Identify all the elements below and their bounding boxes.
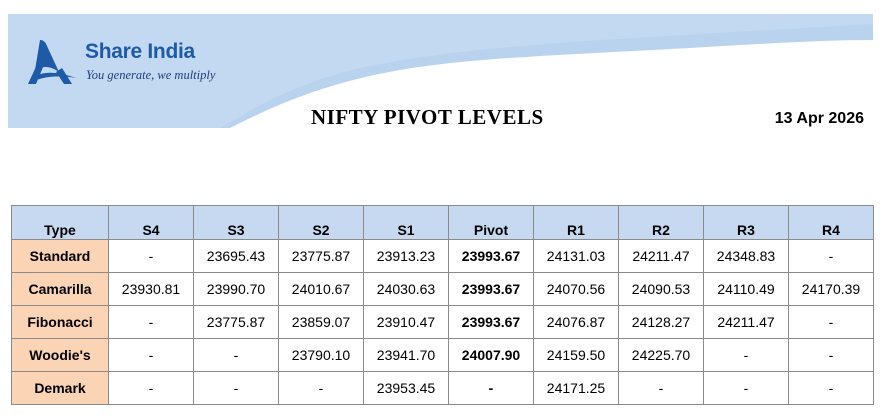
- table-row-demark: [12, 372, 874, 405]
- cell-r4: -: [789, 306, 874, 339]
- cell-pivot: 24007.90: [449, 339, 534, 372]
- cell-r4: 24170.39: [789, 273, 874, 306]
- cell-r4: -: [789, 339, 874, 372]
- cell-r3: 24110.49: [704, 273, 789, 306]
- column-header-r3: R3: [704, 206, 789, 240]
- table-row-camarilla: [12, 273, 874, 306]
- cell-s2: 23790.10: [279, 339, 364, 372]
- column-header-pivot: Pivot: [449, 206, 534, 240]
- cell-s3: 23775.87: [194, 306, 279, 339]
- cell-r1: 24076.87: [534, 306, 619, 339]
- cell-r1: 24070.56: [534, 273, 619, 306]
- cell-r3: -: [704, 339, 789, 372]
- column-header-s2: S2: [279, 206, 364, 240]
- cell-s2: 23859.07: [279, 306, 364, 339]
- cell-s4: -: [109, 339, 194, 372]
- pivot-levels-table: [11, 205, 874, 405]
- row-label-fibonacci: Fibonacci: [12, 306, 109, 339]
- row-label-standard: Standard: [12, 240, 109, 273]
- row-label-camarilla: Camarilla: [12, 273, 109, 306]
- column-header-r1: R1: [534, 206, 619, 240]
- cell-s3: -: [194, 339, 279, 372]
- table-header-row: [12, 206, 874, 240]
- cell-s3: -: [194, 372, 279, 405]
- cell-s1: 23941.70: [364, 339, 449, 372]
- cell-s4: -: [109, 306, 194, 339]
- cell-pivot: 23993.67: [449, 306, 534, 339]
- table-row-standard: [12, 240, 874, 273]
- cell-s1: 23913.23: [364, 240, 449, 273]
- cell-s3: 23695.43: [194, 240, 279, 273]
- column-header-r2: R2: [619, 206, 704, 240]
- cell-s4: -: [109, 372, 194, 405]
- cell-s3: 23990.70: [194, 273, 279, 306]
- cell-s1: 23953.45: [364, 372, 449, 405]
- cell-r4: -: [789, 240, 874, 273]
- row-label-demark: Demark: [12, 372, 109, 405]
- cell-r4: -: [789, 372, 874, 405]
- page-title: NIFTY PIVOT LEVELS: [311, 105, 544, 129]
- share-india-logo: [26, 38, 221, 90]
- brand-tagline: You generate, we multiply: [86, 68, 216, 82]
- cell-s1: 23910.47: [364, 306, 449, 339]
- column-header-r4: R4: [789, 206, 874, 240]
- cell-s4: 23930.81: [109, 273, 194, 306]
- column-header-s4: S4: [109, 206, 194, 240]
- cell-pivot: 23993.67: [449, 240, 534, 273]
- cell-r2: 24090.53: [619, 273, 704, 306]
- cell-s2: 24010.67: [279, 273, 364, 306]
- table-row-fibonacci: [12, 306, 874, 339]
- share-india-logo-icon: [26, 38, 78, 88]
- cell-r2: 24211.47: [619, 240, 704, 273]
- cell-r3: 24211.47: [704, 306, 789, 339]
- cell-r2: -: [619, 372, 704, 405]
- table-row-woodies: [12, 339, 874, 372]
- column-header-type: Type: [12, 206, 109, 240]
- cell-s4: -: [109, 240, 194, 273]
- cell-s1: 24030.63: [364, 273, 449, 306]
- cell-r1: 24131.03: [534, 240, 619, 273]
- cell-s2: 23775.87: [279, 240, 364, 273]
- cell-pivot: 23993.67: [449, 273, 534, 306]
- cell-r1: 24171.25: [534, 372, 619, 405]
- cell-r2: 24225.70: [619, 339, 704, 372]
- cell-pivot: -: [449, 372, 534, 405]
- row-label-woodies: Woodie's: [12, 339, 109, 372]
- cell-r1: 24159.50: [534, 339, 619, 372]
- column-header-s3: S3: [194, 206, 279, 240]
- brand-name: Share India: [85, 40, 195, 63]
- cell-s2: -: [279, 372, 364, 405]
- report-date: 13 Apr 2026: [774, 110, 864, 127]
- cell-r2: 24128.27: [619, 306, 704, 339]
- cell-r3: -: [704, 372, 789, 405]
- column-header-s1: S1: [364, 206, 449, 240]
- cell-r3: 24348.83: [704, 240, 789, 273]
